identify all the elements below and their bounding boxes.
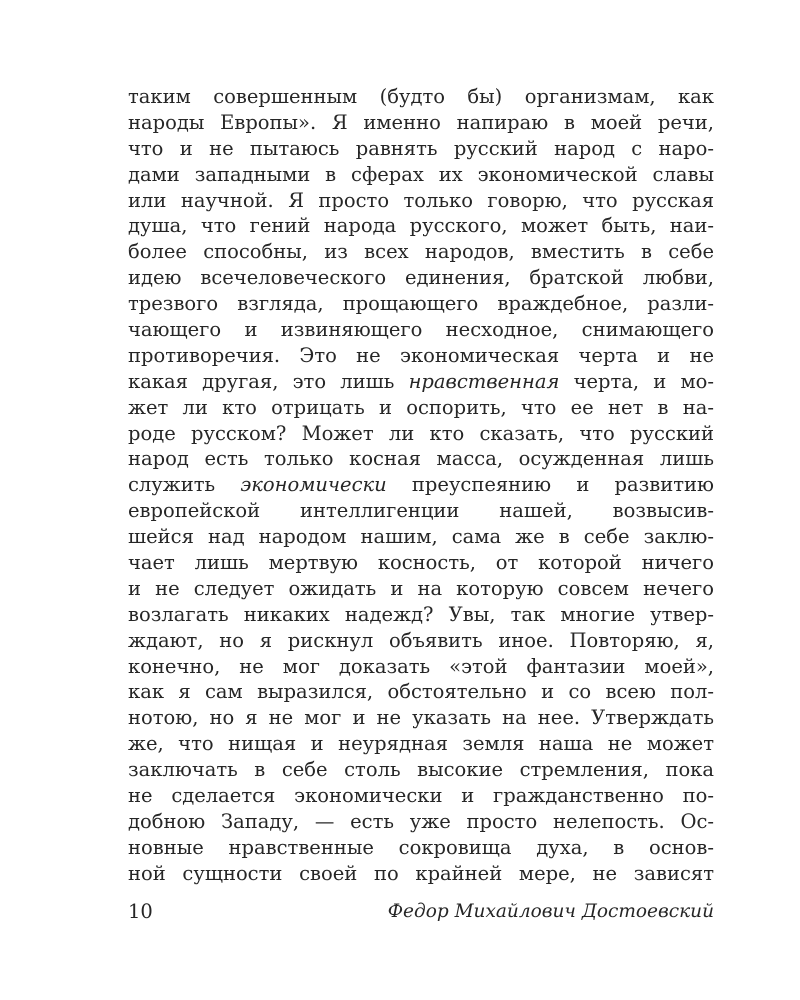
text-line: какая другая, это лишь нравственная черта, и мо- (128, 369, 714, 393)
text-line: конечно, не мог доказать «этой фантазии моей», (128, 654, 714, 678)
text-line: ждают, но я рискнул объявить иное. Повторяю, я, (128, 628, 714, 652)
text-line: народы Европы». Я именно напираю в моей речи, (128, 110, 714, 134)
text-line: трезвого взгляда, прощающего враждебное, разли- (128, 292, 714, 316)
text-line: чающего и извиняющего несходное, снимающего (128, 318, 714, 342)
text-line: дами западными в сферах их экономической славы (128, 162, 714, 186)
italic-emphasis: экономически (240, 473, 387, 497)
page-number: 10 (128, 900, 153, 923)
text-line: душа, что гений народа русского, может быть, наи- (128, 214, 714, 238)
body-text (128, 84, 714, 887)
text-line: служить экономически преуспеянию и развитию (128, 473, 714, 497)
running-head-author: Федор Михайлович Достоевский (387, 901, 714, 922)
text-line: же, что нищая и неурядная земля наша не может (128, 732, 714, 756)
text-line: возлагать никаких надежд? Увы, так многие утвер- (128, 602, 714, 626)
text-line: или научной. Я просто только говорю, что русская (128, 188, 714, 212)
text-line: и не следует ожидать и на которую совсем нечего (128, 576, 714, 600)
text-line: роде русском? Может ли кто сказать, что русский (128, 421, 714, 445)
text-line: чает лишь мертвую косность, от которой ничего (128, 551, 714, 575)
text-line: не сделается экономически и гражданственно по- (128, 784, 714, 808)
text-line: добною Западу, — есть уже просто нелепость. Ос- (128, 809, 714, 833)
text-line: более способны, из всех народов, вместить в себе (128, 240, 714, 264)
text-line: ной сущности своей по крайней мере, не зависят (128, 861, 714, 885)
text-line: идею всечеловеческого единения, братской любви, (128, 266, 714, 290)
text-line: что и не пытаюсь равнять русский народ с наро- (128, 136, 714, 160)
text-line: европейской интеллигенции нашей, возвысив- (128, 499, 714, 523)
page-footer (128, 898, 714, 926)
text-line: нотою, но я не мог и не указать на нее. Утверждать (128, 706, 714, 730)
italic-emphasis: нравственная (408, 369, 560, 393)
text-line: шейся над народом нашим, сама же в себе заклю- (128, 525, 714, 549)
text-line: жет ли кто отрицать и оспорить, что ее нет в на- (128, 395, 714, 419)
text-line: народ есть только косная масса, осужденная лишь (128, 447, 714, 471)
text-line: противоречия. Это не экономическая черта и не (128, 343, 714, 367)
text-line: заключать в себе столь высокие стремления, пока (128, 758, 714, 782)
text-line: как я сам выразился, обстоятельно и со всею пол- (128, 680, 714, 704)
text-line: таким совершенным (будто бы) организмам, как (128, 85, 714, 108)
text-line: новные нравственные сокровища духа, в основ- (128, 835, 714, 859)
